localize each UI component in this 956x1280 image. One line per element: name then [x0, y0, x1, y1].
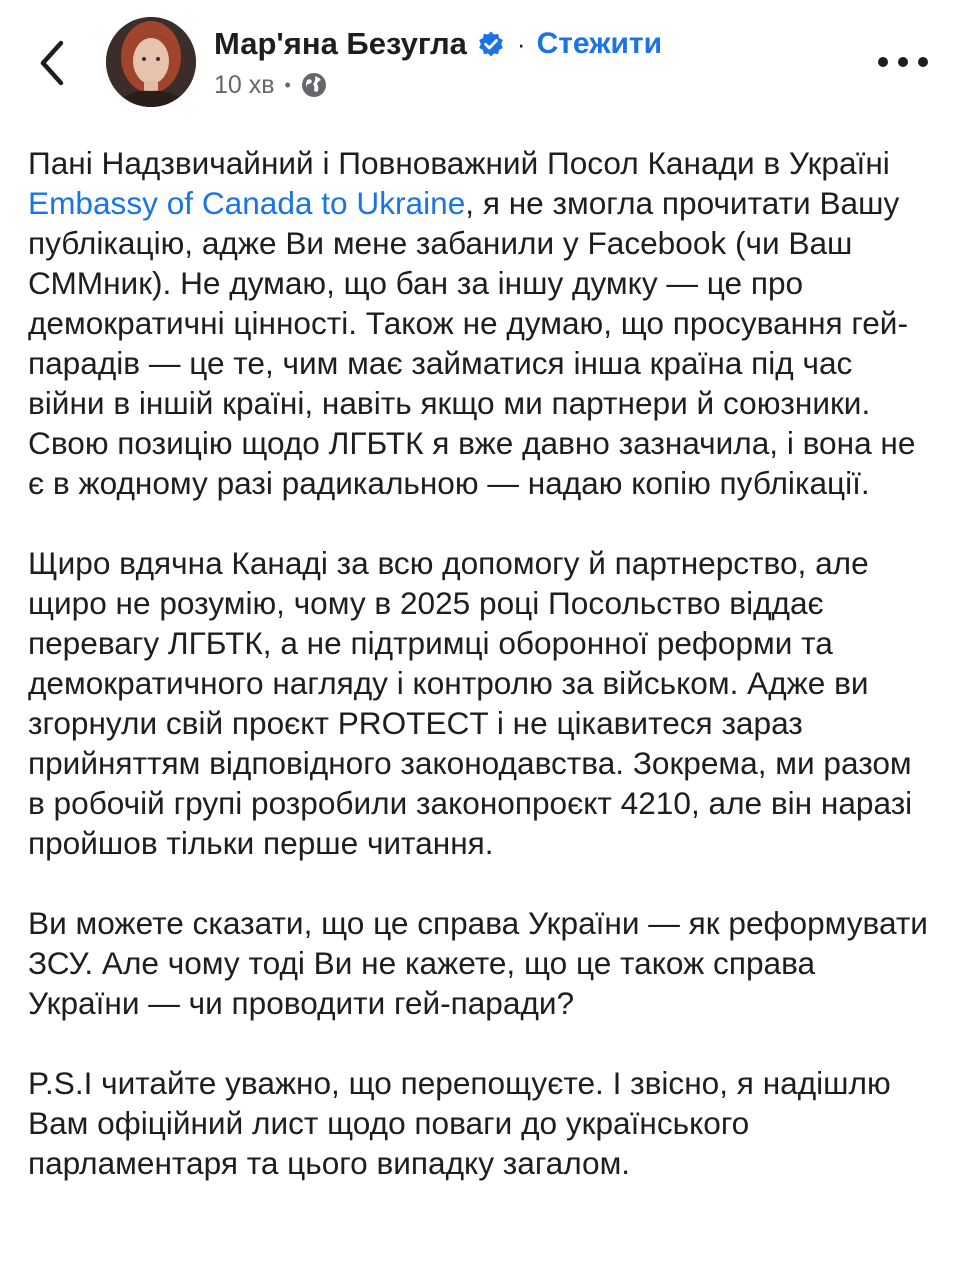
author-row	[214, 24, 662, 64]
post-paragraph-2: Щиро вдячна Канаді за всю допомогу й партнерство, але щиро не розумію, чому в 2025 році Посольство віддає перевагу ЛГБТК, а не підтримці оборонної реформи та демократичного нагляду і контролю за військом. Адже ви згорнули свій проєкт PROTECT і не цікавитеся зараз прийняттям відповідного законодавства. Зокрема, ми разом в робочій групі розробили законопроєкт 4210, але він наразі пройшов тільки перше читання.	[28, 545, 913, 861]
post-paragraph-4: P.S.І читайте уважно, що перепощуєте. І звісно, я надішлю Вам офіційний лист щодо поваги до українського парламентаря та цього випадку загалом.	[28, 1065, 891, 1181]
separator-dot: ·	[516, 28, 526, 59]
post-paragraph-3: Ви можете сказати, що це справа України — як реформувати ЗСУ. Але чому тоді Ви не кажете, що це також справа України — чи проводити гей-паради?	[28, 905, 928, 1021]
post-meta	[214, 70, 327, 100]
avatar[interactable]	[106, 17, 196, 107]
more-options-icon[interactable]	[878, 44, 928, 80]
meta-separator: •	[284, 74, 291, 95]
post-time[interactable]: 10 хв	[214, 70, 275, 99]
avatar-image	[106, 17, 196, 107]
post-paragraph-1	[28, 143, 928, 503]
back-button[interactable]	[30, 36, 74, 90]
globe-icon[interactable]	[301, 72, 327, 98]
follow-button[interactable]: Стежити	[536, 27, 663, 60]
post-header	[0, 0, 956, 120]
post-text	[28, 143, 928, 1183]
verified-badge-icon	[477, 30, 505, 58]
chevron-left-icon	[38, 40, 66, 86]
author-name[interactable]: Мар'яна Безугла	[214, 26, 467, 61]
paragraph-1-start: Пані Надзвичайний і Повноважний Посол Канади в Україні	[28, 145, 890, 181]
mention-link[interactable]: Embassy of Canada to Ukraine	[28, 185, 466, 221]
paragraph-1-end: , я не змогла прочитати Вашу публікацію, адже Ви мене забанили у Facebook (чи Ваш СММник). Не думаю, що бан за іншу думку — це про демократичні цінності. Також не думаю, що просування гей-парадів — це те, чим має займатися інша країна під час війни в іншій країні, навіть якщо ми партнери й союзники. Свою позицію щодо ЛГБТК я вже давно зазначила, і вона не є в жодному разі радикальною — надаю копію публікації.	[28, 185, 916, 501]
